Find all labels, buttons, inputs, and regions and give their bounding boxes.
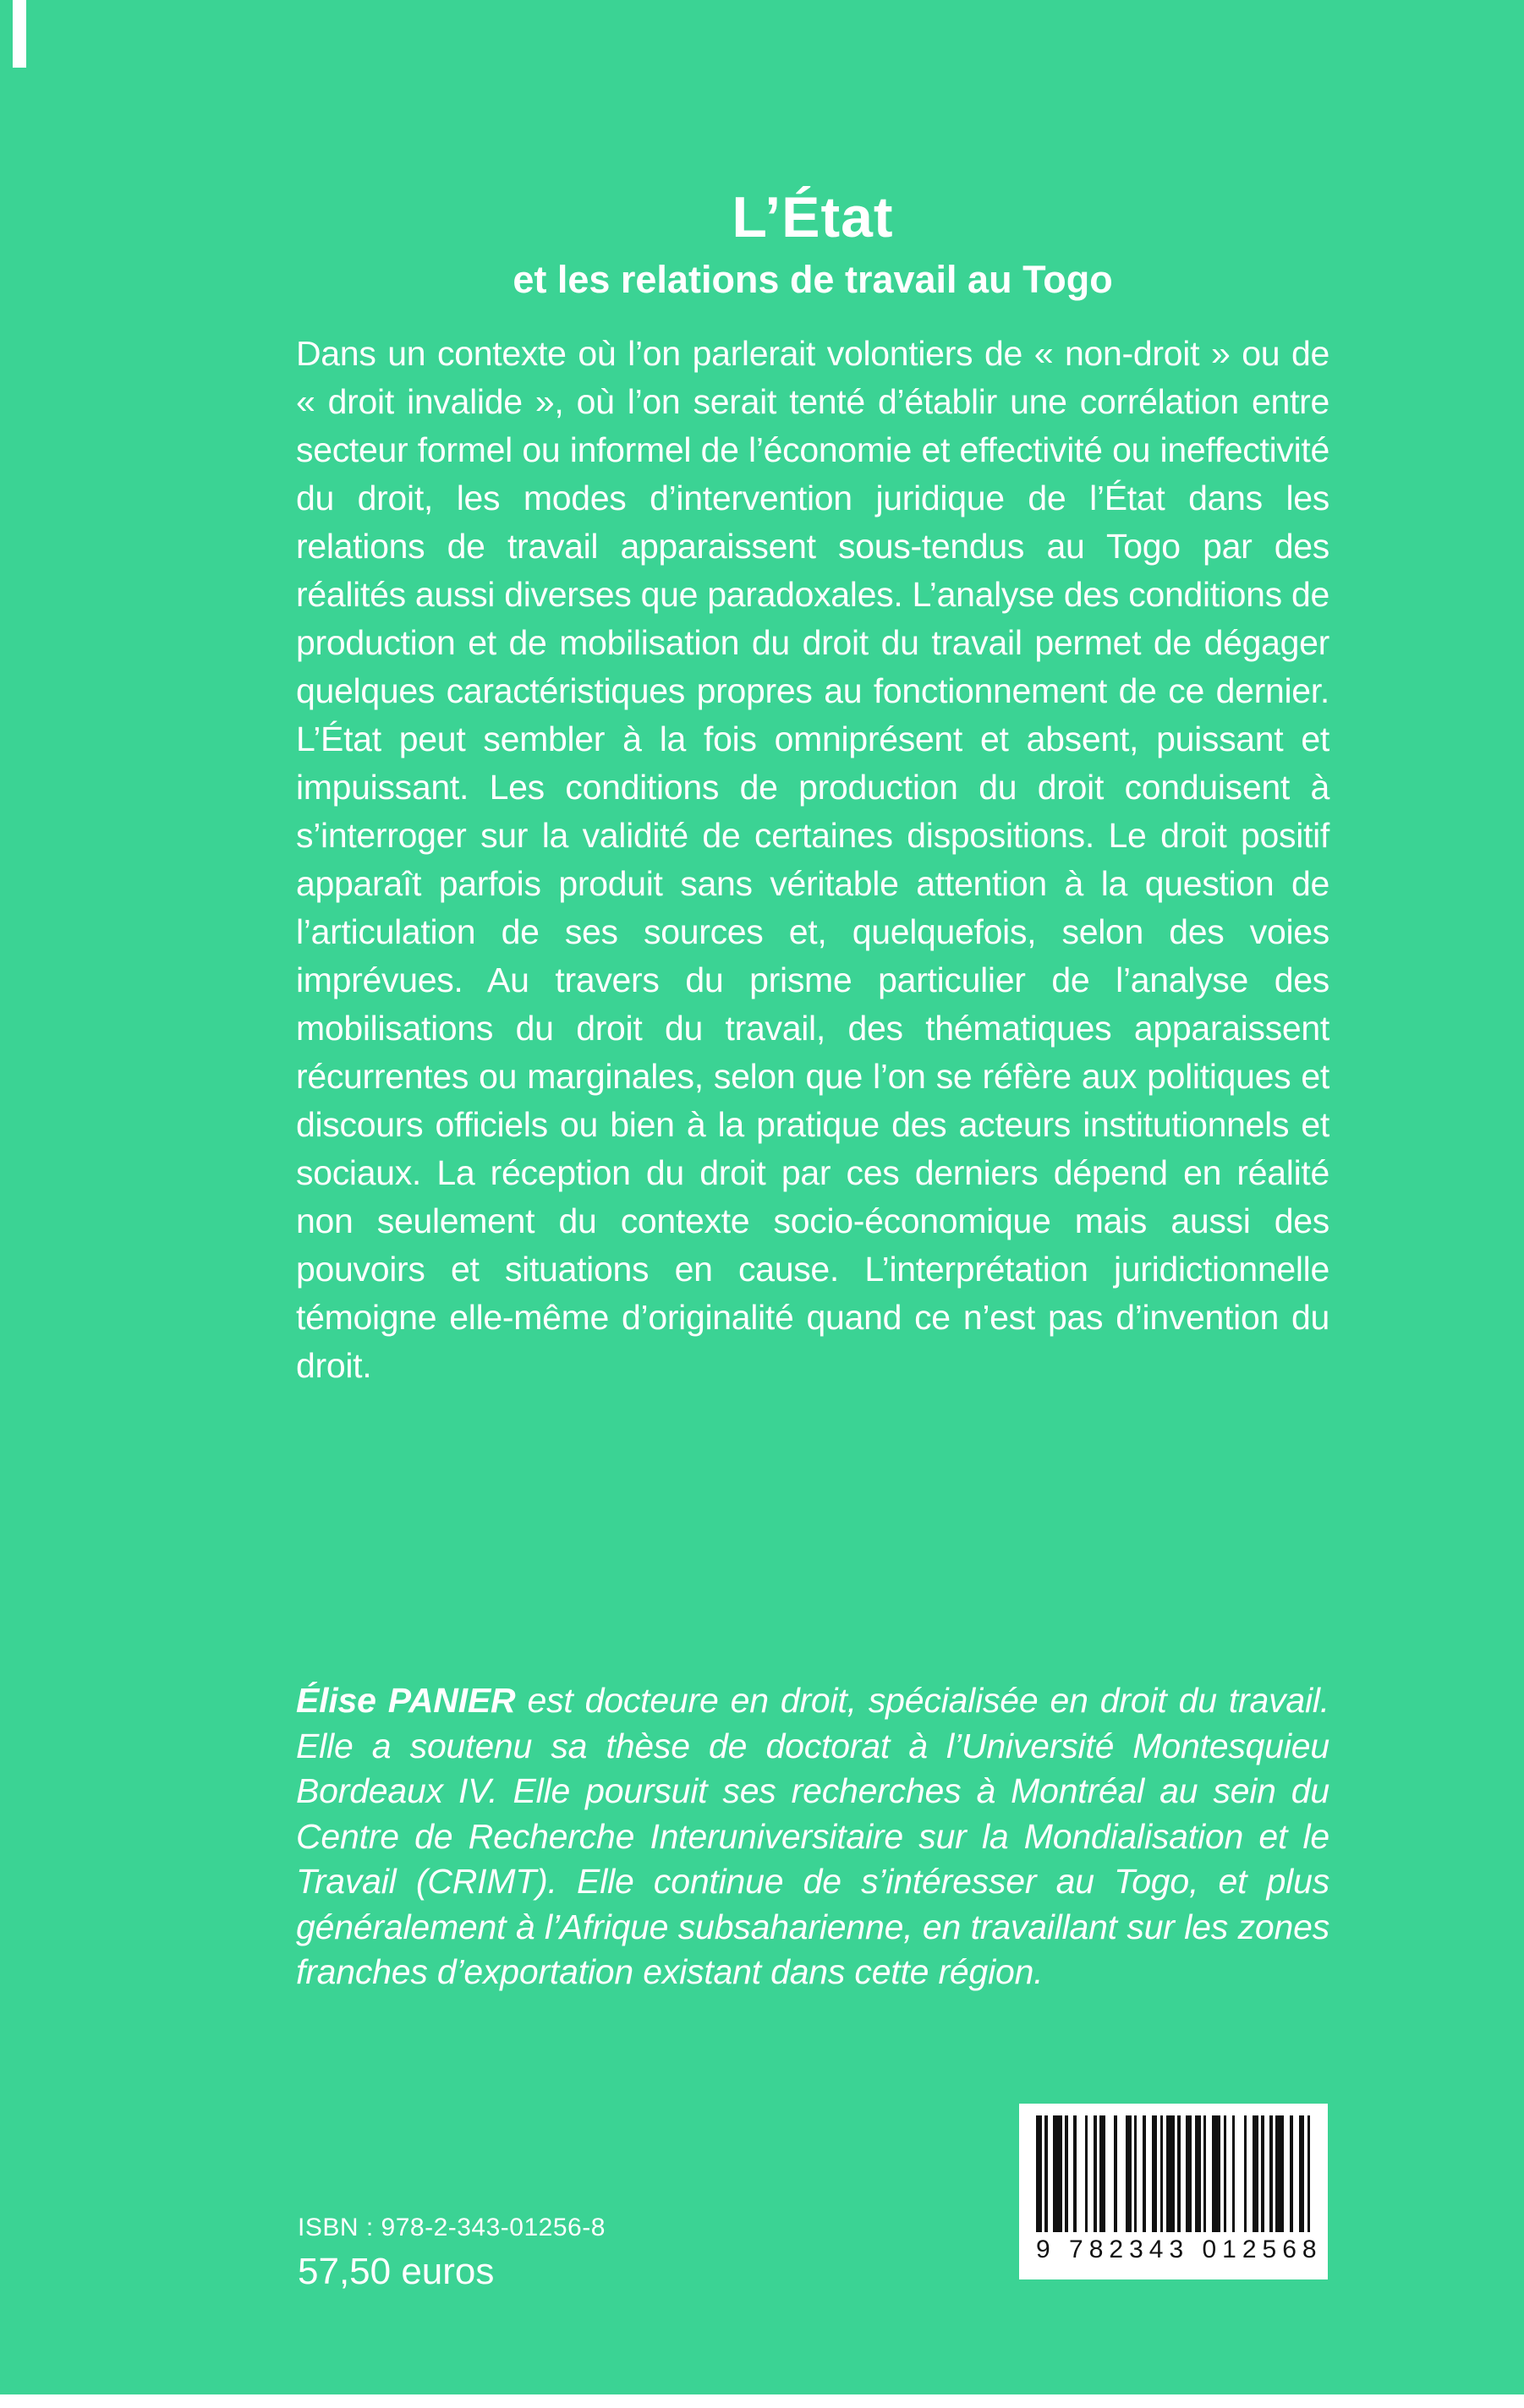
barcode-number: 9 782343 012568 (1036, 2236, 1323, 2263)
book-subtitle: et les relations de travail au Togo (513, 258, 1113, 302)
author-name: Élise PANIER (296, 1681, 516, 1720)
synopsis-text: Dans un contexte où l’on parlerait volontiers de « non-droit » ou de « droit invalide », où l’on serait tenté d’établir une corrélation entre secteur formel ou informel de l’économie et effectivité ou ineffectivité du droit, les modes d’intervention juridique de l’État dans les relations de travail apparaissent sous-tendus au Togo par des réalités aussi diverses que paradoxales. L’analyse des conditions de production et de mobilisation du droit du travail permet de dégager quelques caractéristiques propres au fonctionnement de ce dernier. L’État peut sembler à la fois omniprésent et absent, puissant et impuissant. Les conditions de production du droit conduisent à s’interroger sur la validité de certaines dispositions. Le droit positif apparaît parfois produit sans véritable attention à la question de l’articulation de ses sources et, quelquefois, selon des voies imprévues. Au travers du prisme particulier de l’analyse des mobilisations du droit du travail, des thématiques apparaissent récurrentes ou marginales, selon que l’on se réfère aux politiques et discours officiels ou bien à la pratique des acteurs institutionnels et sociaux. La réception du droit par ces derniers dépend en réalité non seulement du contexte socio-économique mais aussi des pouvoirs et situations en cause. L’interprétation juridictionnelle témoigne elle-même d’originalité quand ce n’est pas d’invention du droit. (296, 334, 1329, 1385)
spine-edge-strip (13, 0, 26, 68)
barcode-bars (1036, 2115, 1311, 2232)
author-bio (296, 1678, 1329, 1995)
author-bio-text: est docteure en droit, spécialisée en droit du travail. Elle a soutenu sa thèse de doctorat à l’Université Montesquieu Bordeaux IV. Elle poursuit ses recherches à Montréal au sein du Centre de Recherche Interuniversitaire sur la Mondialisation et le Travail (CRIMT). Elle continue de s’intéresser au Togo, et plus généralement à l’Afrique subsaharienne, en travaillant sur les zones franches d’exportation existant dans cette région. (296, 1681, 1330, 1991)
price-label: 57,50 euros (298, 2251, 495, 2292)
book-title: L’État (732, 184, 894, 249)
bottom-edge-strip (0, 2394, 1524, 2408)
isbn-label: ISBN : 978-2-343-01256-8 (298, 2214, 606, 2241)
barcode (1019, 2104, 1328, 2279)
